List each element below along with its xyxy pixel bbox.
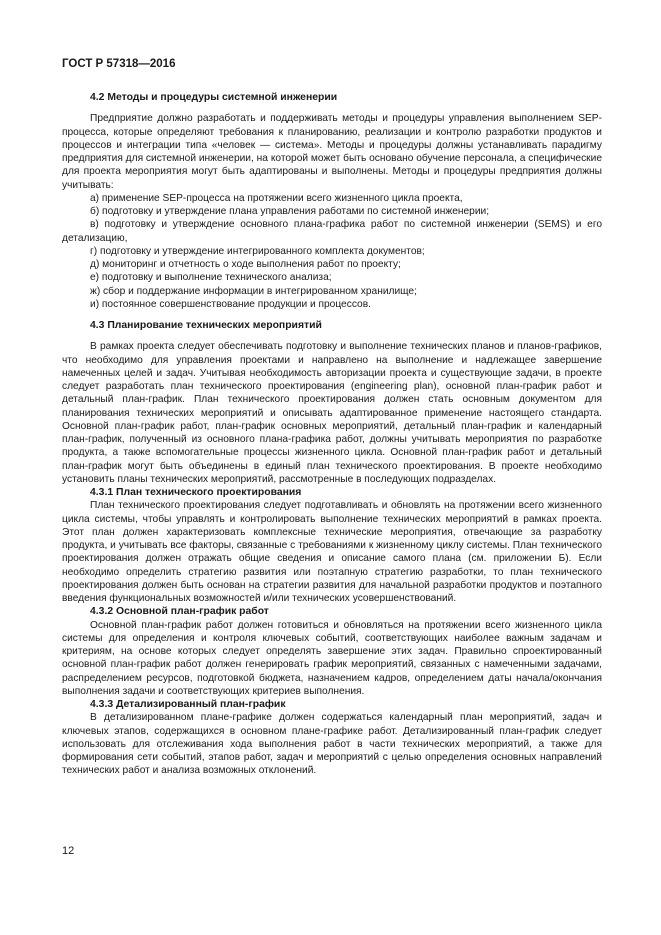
list-item-i: и) постоянное совершенствование продукции и процессов. — [90, 298, 371, 310]
section-4-3-title: 4.3 Планирование технических мероприятий — [90, 320, 322, 331]
list-item-a: а) применение SEP-процесса на протяжении всего жизненного цикла проекта, — [90, 192, 463, 204]
list-item-zh: ж) сбор и поддержание информации в интегрированном хранилище; — [90, 285, 417, 297]
section-4-2-intro: Предприятие должно разработать и поддерживать методы и процедуры управления выполнением SEP-процесса, которые определяют требования к планированию, реализации и контролю разработки продуктов и процессов и интеграции типа «человек — система». Методы и процедуры должны устанавливать парадигму предприятия для системной инженерии, на которой может быть основано обучение персонала, а специфические для проекта мероприятия могут быть адаптированы и выполнены. Методы и процедуры предприятия должны учитывать: — [62, 113, 602, 191]
section-4-3-body: В рамках проекта следует обеспечивать подготовку и выполнение технических планов и планов-графиков, что необходимо для управления проектами и направлено на выполнение и надлежащее завершение намеченных целей и задач. Учитывая необходимость авторизации проекта и существующие задачи, в проекте следует разработать план технического проектирования (engineering plan), основной план-график работ и детальный план-график. План технического проектирования должен стать основным документом для планирования технических мероприятий и описывать адаптированное применение настоящего стандарта. Основной план-график работ, план-график основных мероприятий, детальный план-график и календарный план-график, полученный из основного плана-графика работ, должны учитывать мероприятия по разработке продукта, а также вспомогательные процессы жизненного цикла. Основной план-график работ и детальный план-график могут быть объединены в единый план технического проектирования. В проекте необходимо установить планы технических мероприятий, рассмотренные в последующих подразделах. — [62, 341, 602, 485]
section-4-3-1-title: 4.3.1 План технического проектирования — [90, 487, 302, 498]
section-4-3-3-body: В детализированном плане-графике должен содержаться календарный план мероприятий, задач и ключевых этапов, содержащихся в основном плане-графике работ. Детализированный план-график следует использовать для отслеживания хода выполнения работ в части технических мероприятий, а также для формирования сети событий, этапов работ, задач и мероприятий с целью определения основных направлений технических работ и анализа возможных отклонений. — [62, 712, 602, 777]
section-4-3-1-body: План технического проектирования следует подготавливать и обновлять на протяжении всего жизненного цикла системы, чтобы управлять и контролировать выполнение технических мероприятий в рамках проекта. Этот план должен характеризовать комплексные технические мероприятия, отвечающие за разработку продукта, и учитывать все факторы, связанные с требованиями к жизненному циклу системы. План технического проектирования должен отражать общие сведения и описание самого плана (см. приложении Б). Если необходимо определить стратегию развития или поэтапную стратегию разработки, то план технического проектирования должен быть основан на стратегии развития для начальной разработки продуктов и поэтапного введения функциональных возможностей и/или технических усовершенствований. — [62, 500, 602, 604]
section-4-2-title: 4.2 Методы и процедуры системной инженерии — [90, 92, 338, 103]
standard-header: ГОСТ Р 57318—2016 — [62, 58, 176, 70]
list-item-e: е) подготовку и выполнение технического анализа; — [90, 272, 332, 284]
page-content — [62, 91, 602, 778]
section-4-3-2-body: Основной план-график работ должен готовиться и обновляться на протяжении всего жизненного цикла системы для определения и контроля ключевых событий, соответствующих наиболее важным задачам и критериям, на основе которых следует определять завершение этих задач. Правильно спроектированный основной план-график работ должен генерировать график мероприятий, связанных с намеченными задачами, распределением ресурсов, подготовкой бюджета, назначением кадров, определением даты начала/окончания выполнения задачи и соответствующих критериев выполнения. — [62, 619, 602, 697]
section-4-3-3-title: 4.3.3 Детализированный план-график — [90, 699, 286, 710]
page-number: 12 — [62, 845, 75, 857]
list-item-d: д) мониторинг и отчетность о ходе выполнения работ по проекту; — [90, 259, 401, 270]
list-item-v: в) подготовку и утверждение основного плана-графика работ по системной инженерии (SEMS) и его детализацию, — [62, 219, 602, 244]
list-item-g: г) подготовку и утверждение интегрированного комплекта документов; — [90, 245, 425, 257]
list-item-b: б) подготовку и утверждение плана управления работами по системной инженерии; — [90, 206, 490, 217]
section-4-3-2-title: 4.3.2 Основной план-график работ — [90, 606, 269, 618]
